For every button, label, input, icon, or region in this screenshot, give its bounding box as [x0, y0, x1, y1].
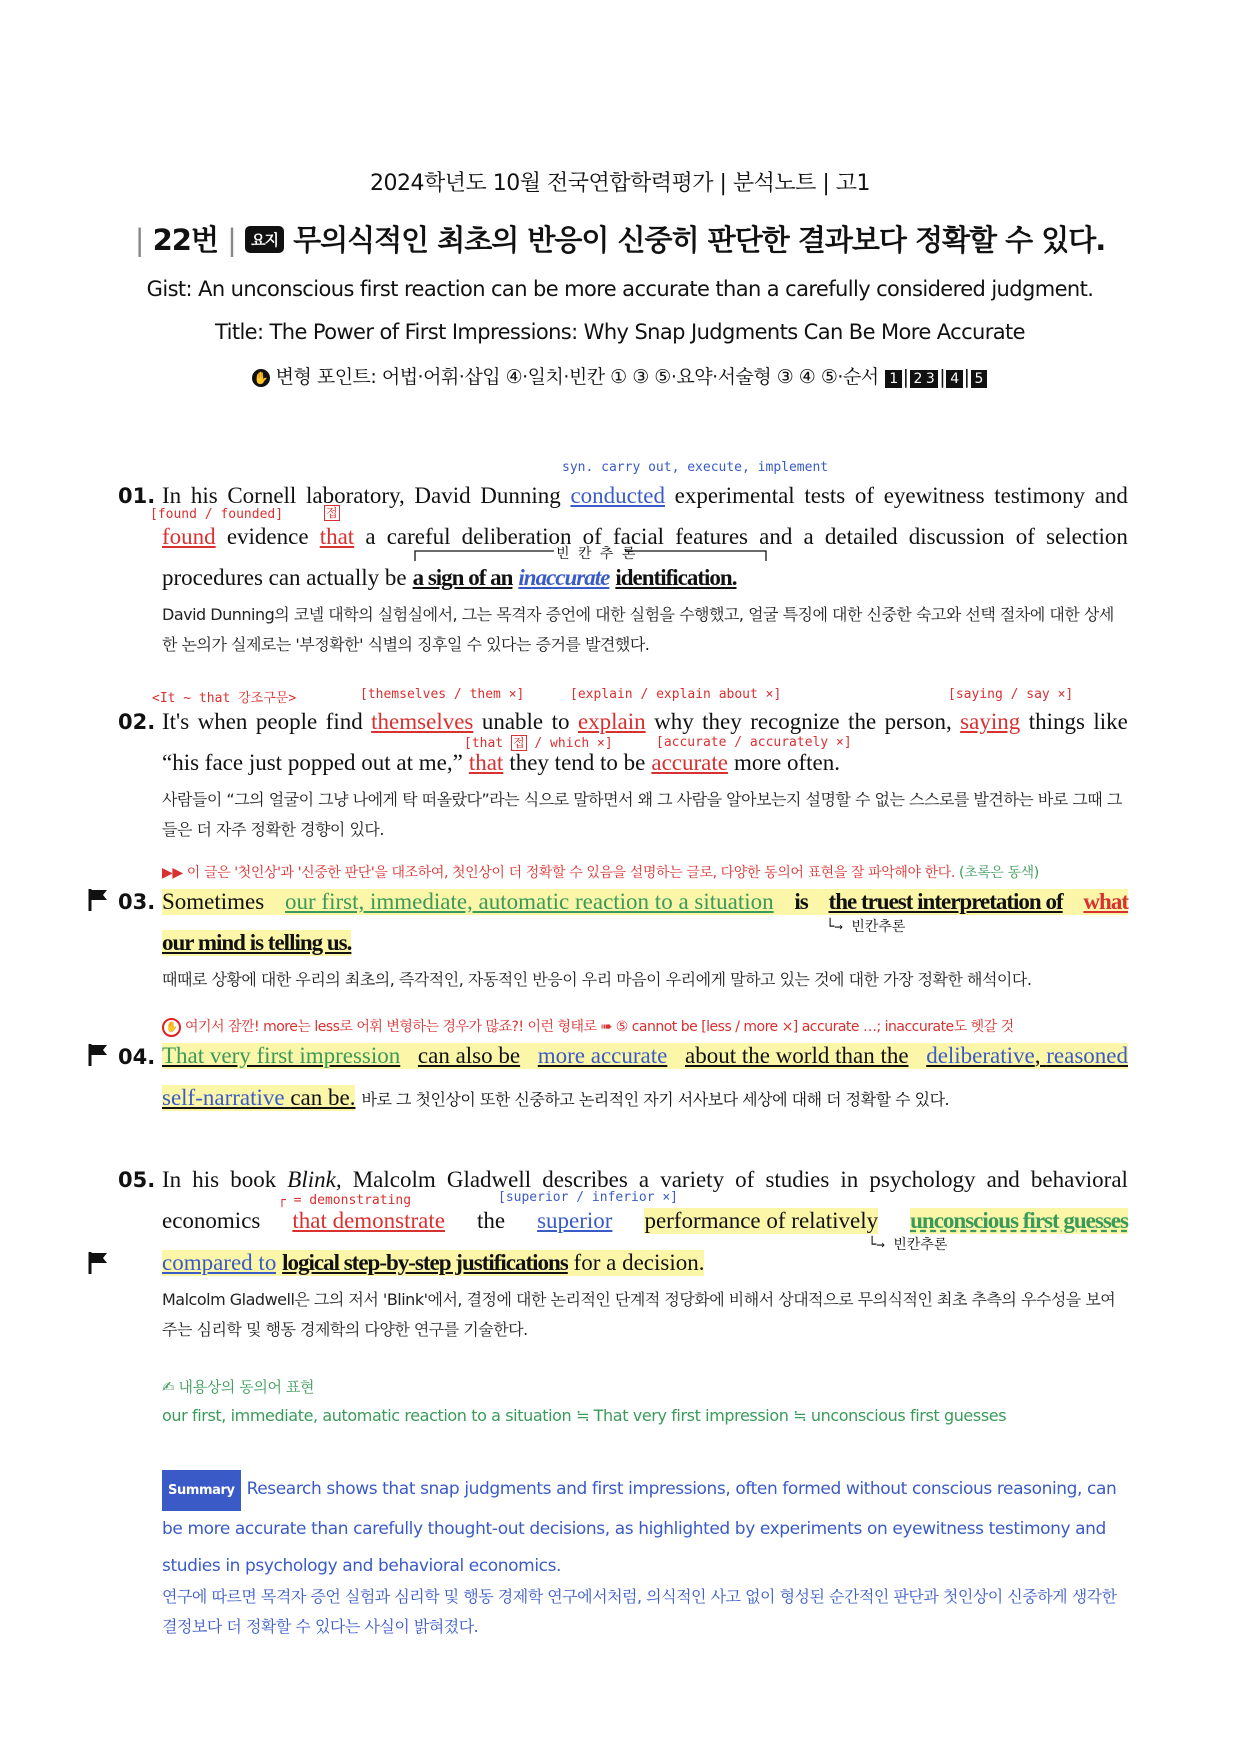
- question-number: 22번: [152, 223, 218, 257]
- s03-line-2: our mind is telling us.: [162, 930, 352, 955]
- sentence-number-03: 03.: [118, 890, 156, 914]
- variation-points: ✋ 변형 포인트: 어법·어휘·삽입 ④·일치·빈칸 ① ③ ⑤·요약·서술형 ③ ④ ⑤·순서 1 | 2 3 | 4 | 5: [0, 362, 1240, 389]
- it-that-note: <It ~ that 강조구문>: [152, 691, 297, 706]
- s01-line-3: procedures can actually be a sign of an inaccurate identification.: [162, 565, 737, 590]
- s05-translation: Malcolm Gladwell은 그의 저서 'Blink'에서, 결정에 대한 논리적인 단계적 정당화에 비해서 상대적으로 무의식적인 최초 추측의 우수성을 보여주는 심리학 및 행동 경제학의 다양한 연구를 기술한다.: [162, 1290, 1116, 1339]
- sentence-number-05: 05.: [118, 1168, 156, 1192]
- summary-tag: Summary: [162, 1470, 241, 1511]
- conj-mark-1: 접: [326, 506, 338, 520]
- s04-translation: 바로 그 첫인상이 또한 신중하고 논리적인 자기 서사보다 세상에 대해 더 정확할 수 있다.: [361, 1090, 950, 1109]
- s01-translation: David Dunning의 코넬 대학의 실험실에서, 그는 목격자 증언에 대한 실험을 수행했고, 얼굴 특징에 대한 신중한 숙고와 선택 절차에 대한 상세한 논의가 실제로는 '부정확한' 식별의 징후일 수 있다는 증거를 발견했다.: [162, 605, 1114, 654]
- order-box-2: 2 3: [910, 370, 939, 388]
- title-korean: 무의식적인 최초의 반응이 신중히 판단한 결과보다 정확할 수 있다.: [293, 223, 1106, 257]
- found-note: [found / founded]: [150, 507, 284, 522]
- gist-tag: 요지: [245, 226, 284, 253]
- s02-line-2: “his face just popped out at me,” that they tend to be accurate more often.: [162, 750, 840, 775]
- s05-line-2: economics that demonstrate the superior performance of relatively unconscious first guesses: [162, 1208, 1128, 1233]
- synonym-text: our first, immediate, automatic reaction to a situation ≒ That very first impression ≒ unconscious first guesses: [162, 1406, 1007, 1425]
- syn-note: syn. carry out, execute, implement: [562, 460, 829, 475]
- summary-korean: 연구에 따르면 목격자 증언 실험과 심리학 및 행동 경제학 연구에서처럼, 의식적인 사고 없이 형성된 순간적인 판단과 첫인상이 신중하게 생각한 결정보다 더 정확할 수 있다는 사실이 밝혀졌다.: [162, 1587, 1117, 1636]
- sentence-number-01: 01.: [118, 484, 156, 508]
- s04-line-1: That very first impression can also be more accurate about the world than the deliberative, reasoned: [162, 1043, 1128, 1068]
- blank-note-1: 빈 칸 추 론: [556, 546, 636, 562]
- s02-translation: 사람들이 “그의 얼굴이 그냥 나에게 탁 떠올랐다”라는 식으로 말하면서 왜 그 사람을 알아보는지 설명할 수 없는 스스로를 발견하는 바로 그때 그들은 더 자주 정확한 경향이 있다.: [162, 790, 1122, 839]
- title-line: Title: The Power of First Impressions: Why Snap Judgments Can Be More Accurate: [215, 320, 1025, 344]
- sentence-number-04: 04.: [118, 1045, 156, 1069]
- s03-line-1: Sometimes our first, immediate, automatic reaction to a situation is the truest interpretation of what: [162, 889, 1128, 914]
- s05-line-1: In his book Blink, Malcolm Gladwell describes a variety of studies in psychology and behavioral: [162, 1167, 1128, 1192]
- accurate-note: [accurate / accurately ×]: [656, 735, 852, 750]
- s01-line-2: found evidence that a careful deliberation of facial features and a detailed discussion of selection: [162, 524, 1128, 549]
- hand-icon: ✋: [253, 370, 269, 385]
- order-box-3: 4: [946, 370, 962, 388]
- superior-note: [superior / inferior ×]: [498, 1190, 679, 1205]
- blank-note-5: └→ 빈칸추론: [868, 1237, 948, 1253]
- explain-note: [explain / explain about ×]: [570, 687, 782, 702]
- header-top: 2024학년도 10월 전국연합학력평가 | 분석노트 | 고1: [369, 171, 871, 196]
- page-title: | 22번 | 요지 무의식적인 최초의 반응이 신중히 판단한 결과보다 정확할 수 있다.: [134, 223, 1106, 257]
- hand-icon: ✋: [162, 1018, 181, 1037]
- summary-english: Summary Research shows that snap judgments and first impressions, often formed without conscious reasoning, can be more accurate than carefully thought-out decisions, as highlighted by experiments on eyewitness testimony and studies in psychology and behavioral economics.: [162, 1470, 1128, 1585]
- flag-icon: [88, 1252, 108, 1274]
- order-box-4: 5: [971, 370, 987, 388]
- demonstrate-note: ┌ = demonstrating: [278, 1193, 412, 1208]
- s02-line-1: It's when people find themselves unable to explain why they recognize the person, saying things like: [162, 709, 1128, 734]
- comment-contrast: ▶▶ 이 글은 '첫인상'과 '신중한 판단'을 대조하여, 첫인상이 더 정확할 수 있음을 설명하는 글로, 다양한 동의어 표현을 잘 파악해야 한다. (초록은 동색): [162, 865, 1039, 881]
- s04-line-2: self-narrative can be. 바로 그 첫인상이 또한 신중하고 논리적인 자기 서사보다 세상에 대해 더 정확할 수 있다.: [162, 1085, 950, 1110]
- sentence-number-02: 02.: [118, 710, 156, 734]
- saying-note: [saying / say ×]: [948, 687, 1074, 702]
- s01-line-1: In his Cornell laboratory, David Dunning conducted experimental tests of eyewitness testimony and: [162, 483, 1128, 508]
- s03-translation: 때때로 상황에 대한 우리의 최초의, 즉각적인, 자동적인 반응이 우리 마음이 우리에게 말하고 있는 것에 대한 가장 정확한 해석이다.: [162, 970, 1032, 989]
- comment-more-less: ✋ 여기서 잠깐! more는 less로 어휘 변형하는 경우가 많죠?! 이런 형태로 ➠ ⑤ cannot be [less / more ×] accurate …; inaccurate도 헷갈 것: [162, 1016, 1014, 1037]
- flag-icon: [88, 889, 108, 911]
- word-conducted: conducted: [570, 483, 665, 508]
- order-box-1: 1: [885, 370, 901, 388]
- flag-icon: [88, 1044, 108, 1066]
- s05-line-3: compared to logical step-by-step justifications for a decision.: [162, 1250, 705, 1275]
- blank-note-3: └→ 빈칸추론: [826, 919, 906, 935]
- gist-line: Gist: An unconscious first reaction can be more accurate than a carefully considered judgment.: [146, 277, 1094, 301]
- points-label: 변형 포인트: 어법·어휘·삽입 ④·일치·빈칸 ① ③ ⑤·요약·서술형 ③ ④ ⑤·순서: [275, 366, 879, 388]
- themselves-note: [themselves / them ×]: [360, 687, 525, 702]
- synonym-label: ✍ 내용상의 동의어 표현: [162, 1378, 315, 1396]
- that-note: [that 접 / which ×]: [464, 736, 613, 751]
